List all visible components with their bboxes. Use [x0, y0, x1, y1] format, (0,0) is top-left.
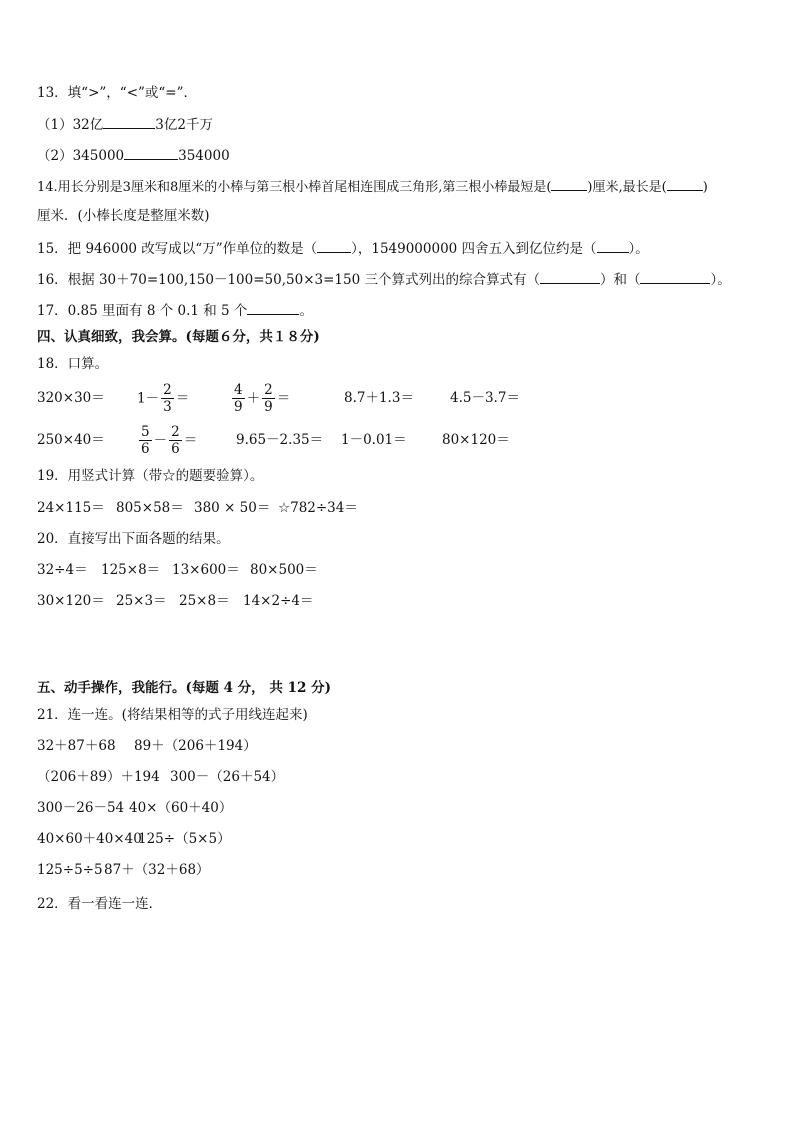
q19-stem: 19．用竖式计算（带☆的题要验算）。 — [37, 468, 264, 484]
fraction — [161, 382, 174, 415]
numerator: 4 — [234, 382, 243, 398]
q21-right-expr[interactable]: 40×（60＋40） — [129, 800, 233, 816]
denominator: 9 — [234, 399, 243, 415]
q13-p1-right: 3亿2千万 — [155, 117, 213, 133]
q17-text-a: 17．0.85 里面有 8 个 0.1 和 5 个 — [37, 303, 248, 319]
q20-item: 25×8＝ — [179, 593, 230, 609]
q20-stem: 20．直接写出下面各题的结果。 — [37, 531, 230, 547]
denominator: 9 — [264, 399, 273, 415]
section-4-heading: 四、认真细致，我会算。(每题６分，共１８分) — [37, 329, 320, 345]
answer-blank[interactable] — [540, 269, 600, 284]
q18-r1-e4: 8.7＋1.3＝ — [344, 390, 414, 406]
numerator: 5 — [141, 424, 150, 440]
q18-r1-e1: 320×30＝ — [37, 390, 105, 406]
q20-item: 25×3＝ — [116, 593, 167, 609]
numerator: 2 — [163, 382, 172, 398]
q15-text-c: ）。 — [628, 241, 649, 257]
q16-text-c: ）。 — [710, 272, 731, 288]
q22-stem: 22．看一看连一连． — [37, 896, 163, 912]
q20-item: 14×2÷4＝ — [243, 593, 314, 609]
answer-blank[interactable] — [640, 269, 710, 284]
q20-item: 30×120＝ — [37, 593, 105, 609]
q16-text-b: ）和（ — [599, 272, 641, 288]
expr-text: ＝ — [175, 390, 190, 407]
q20-item: 13×600＝ — [172, 562, 240, 578]
answer-blank[interactable] — [103, 114, 155, 129]
expr-text: ＝ — [276, 390, 291, 407]
expr-text: － — [153, 432, 168, 449]
q18-r2-e1: 250×40＝ — [37, 432, 105, 448]
denominator: 6 — [141, 441, 150, 457]
q18-r2-e5: 80×120＝ — [442, 432, 510, 448]
answer-blank[interactable] — [667, 176, 703, 191]
q18-r2-e3: 9.65－2.35＝ — [236, 432, 324, 448]
q13-part1 — [37, 114, 213, 135]
q21-right-expr[interactable]: 89＋（206＋194） — [134, 738, 257, 754]
fraction — [262, 382, 275, 415]
q20-item: 125×8＝ — [101, 562, 161, 578]
q13-p2-left: （2）345000 — [37, 148, 125, 164]
q18-stem: 18．口算。 — [37, 356, 109, 372]
q18-r1-e2 — [137, 380, 189, 417]
q16-text-a: 16．根据 30＋70=100,150－100=50,50×3=150 三个算式列出的综合算式有（ — [37, 272, 540, 288]
q21-right-expr[interactable]: 300－（26＋54） — [170, 769, 285, 785]
q17-text-b: 。 — [299, 303, 313, 319]
answer-blank[interactable] — [597, 238, 629, 253]
answer-blank[interactable] — [124, 145, 178, 160]
q13-stem: 13．填“>”，“<”或“=”． — [37, 85, 198, 101]
q14-line1 — [37, 176, 708, 198]
q17 — [37, 300, 313, 321]
fraction — [169, 424, 182, 457]
q21-left-expr[interactable]: 125÷5÷5 — [37, 862, 103, 878]
q14-line2: 厘米．(小棒长度是整厘米数) — [37, 208, 210, 224]
q21-right-expr[interactable]: 125÷（5×5） — [138, 831, 231, 847]
answer-blank[interactable] — [551, 176, 587, 191]
section-5-heading: 五、动手操作，我能行。(每题 4 分， 共 12 分) — [37, 680, 331, 696]
q14-text-c: ) — [702, 180, 708, 195]
q19-item: ☆782÷34＝ — [278, 500, 358, 516]
q19-item: 380 × 50＝ — [194, 500, 271, 516]
numerator: 2 — [171, 424, 180, 440]
denominator: 6 — [171, 441, 180, 457]
expr-text: 1－ — [137, 390, 160, 407]
q13-p2-right: 354000 — [178, 148, 230, 164]
answer-blank[interactable] — [247, 300, 299, 315]
q21-left-expr[interactable]: 32＋87＋68 — [37, 738, 116, 754]
q21-right-expr[interactable]: 87＋（32＋68） — [104, 862, 210, 878]
q14-text-b: )厘米,最长是( — [587, 180, 667, 195]
q18-r2-e2 — [137, 422, 197, 459]
numerator: 2 — [264, 382, 273, 398]
q21-stem: 21．连一连。(将结果相等的式子用线连起来) — [37, 707, 308, 723]
q13-p1-left: （1）32亿 — [37, 117, 104, 133]
q19-item: 805×58＝ — [116, 500, 184, 516]
q15-text-a: 15．把 946000 改写成以“万”作单位的数是（ — [37, 241, 318, 257]
expr-text: ＝ — [183, 432, 198, 449]
denominator: 3 — [163, 399, 172, 415]
q21-left-expr[interactable]: 300－26－54 — [37, 800, 125, 816]
expr-text: ＋ — [246, 390, 261, 407]
q19-item: 24×115＝ — [37, 500, 105, 516]
q16 — [37, 269, 731, 290]
q18-r2-e4: 1－0.01＝ — [341, 432, 407, 448]
q20-item: 80×500＝ — [250, 562, 318, 578]
answer-blank[interactable] — [317, 238, 351, 253]
q15 — [37, 238, 649, 259]
q18-r1-e5: 4.5－3.7＝ — [450, 390, 520, 406]
q13-part2 — [37, 145, 230, 166]
q21-left-expr[interactable]: 40×60＋40×40 — [37, 831, 142, 847]
q18-r1-e3 — [230, 380, 290, 417]
fraction — [232, 382, 245, 415]
q15-text-b: ），1549000000 四舍五入到亿位约是（ — [351, 241, 597, 257]
fraction — [139, 424, 152, 457]
q20-item: 32÷4＝ — [37, 562, 88, 578]
q14-text-a: 14.用长分别是3厘米和8厘米的小棒与第三根小棒首尾相连围成三角形,第三根小棒最短是( — [37, 180, 552, 195]
q21-left-expr[interactable]: （206＋89）＋194 — [37, 769, 160, 785]
